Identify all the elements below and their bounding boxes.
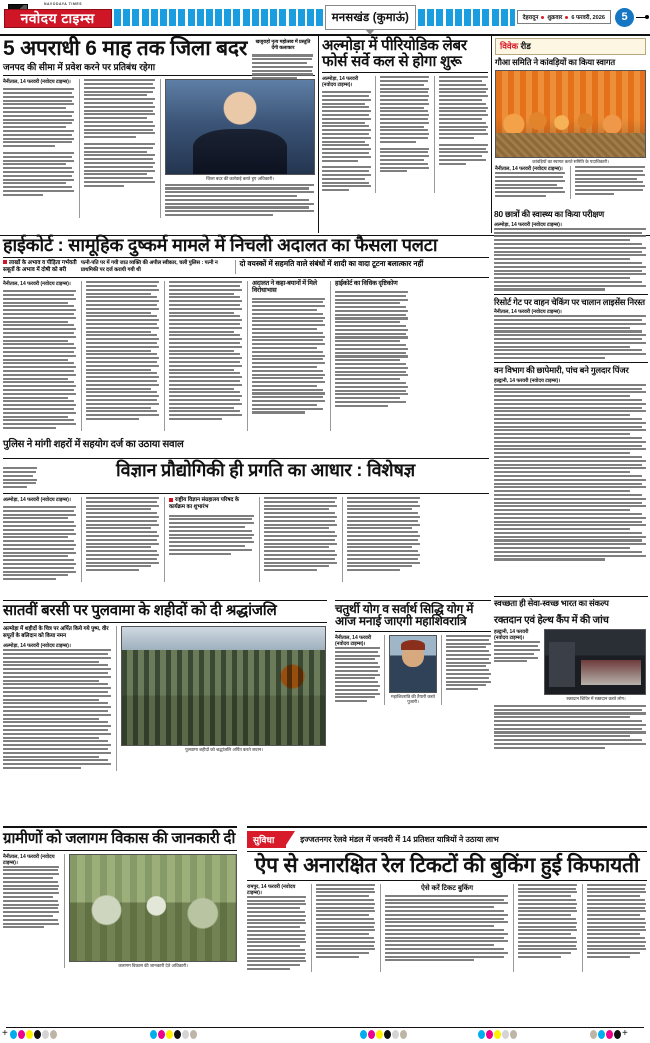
highcourt-deck-right — [240, 260, 489, 269]
vivek-body-col-1 — [495, 166, 566, 199]
highcourt-headline-text: सामूहिक दुष्कर्म मामले में निचली अदालत का फैसला पलटा — [68, 235, 438, 255]
highcourt-bullet-text: लाखों के अभाव व पीड़िता गर्भवती सबूतों के अभाव में दोषी को बरी — [3, 259, 77, 273]
highcourt-label: हाईकोर्ट : — [3, 235, 64, 255]
suvidha-tag: सुविधा — [247, 831, 286, 848]
logo-plate — [4, 9, 112, 28]
separator-dot-icon — [565, 16, 568, 19]
vivek-title-red: विवेक — [500, 41, 519, 51]
page-number-badge: 5 — [615, 8, 634, 27]
pulwama-photo-block — [121, 626, 327, 771]
blood-col-1 — [494, 629, 540, 702]
cleanliness-headline: स्वच्छता ही सेवा-स्वच्छ भारत का संकल्प — [494, 598, 609, 608]
highcourt-deck-left-text: पत्नी-पति पर में गयी जाउ व्यक्ति की अपील स्वीकार, चली पुलिस : पत्नी न प्राथमिकी पर दर्ज करायी गयी थी — [80, 259, 218, 273]
stripe-bar-left — [114, 9, 323, 26]
blood-photo-caption: रक्तदान शिविर में रक्तदान करते लोग। — [566, 696, 626, 702]
science-headline: विज्ञान प्रौद्योगिकी ही प्रगति का आधार : विशेषज्ञ — [116, 460, 415, 480]
lead-side-kicker: खजुराहो नृत्य महोत्सव में प्रस्तुति देंगी कलाकार — [255, 40, 311, 52]
bullet-icon — [169, 498, 173, 502]
vivek-dateline: नैनीताल, 14 फरवरी (नवोदय टाइम्स)। — [495, 166, 563, 173]
lead-side-brief — [252, 40, 314, 81]
science-bullet-0: राष्ट्रीय विज्ञान संग्रहालय परिषद के कार्यक्रम का शुभारंभ — [169, 497, 240, 511]
watershed-story — [0, 826, 240, 968]
railway-box-title: ऐसे करें टिकट बुकिंग — [420, 884, 474, 892]
vivek-read-box — [495, 38, 646, 55]
cleanliness-story — [494, 596, 648, 608]
lead-photo-block — [165, 79, 315, 218]
bullet-icon — [3, 260, 7, 264]
shivratri-col-3 — [446, 635, 491, 705]
lead-body-col-2 — [84, 79, 156, 218]
shivratri-story — [332, 600, 494, 705]
print-registration-bar — [0, 1021, 650, 1043]
watershed-dateline: नैनीताल, 14 फरवरी (नवोदय टाइम्स)। — [3, 853, 55, 866]
vivek-title-black: रीड — [520, 41, 531, 51]
blood-dateline: हल्द्वानी, 14 फरवरी (नवोदय टाइम्स)। — [494, 629, 529, 642]
right-briefs-column — [494, 210, 648, 562]
highcourt-footnote-headline: पुलिस ने मांगी शहरों में सहयोग दर्ज का उठाया सवाल — [3, 439, 184, 450]
almora-body-col-2 — [380, 76, 429, 193]
blood-headline: रक्तदान एवं हेल्थ कैंप में की जांच — [494, 615, 609, 626]
lead-body-col-1 — [3, 79, 75, 218]
science-dateline: अल्मोड़ा, 14 फरवरी (नवोदय टाइम्स)। — [3, 497, 71, 504]
brief-item — [494, 210, 648, 291]
dateline-place: देहरादून — [522, 15, 539, 21]
highcourt-bullet-note — [3, 260, 77, 275]
railway-dateline: रामपुर, 14 फरवरी (नवोदय टाइम्स)। — [247, 883, 296, 896]
shivratri-dateline: नैनीताल, 14 फरवरी (नवोदय टाइम्स)। — [335, 634, 372, 647]
railway-col-5 — [587, 884, 647, 972]
science-col-5 — [347, 497, 421, 582]
registration-mark-icon — [636, 17, 646, 18]
railway-col-1 — [247, 884, 307, 972]
vivek-body-col-2 — [575, 166, 646, 199]
highcourt-subhead-right: अदालत ने कहा-बयानों में मिले विरोधाभास — [252, 280, 317, 294]
vivek-photo — [495, 70, 646, 158]
registration-cross-icon: + — [622, 1028, 628, 1039]
shivratri-photo-caption: महाशिवरात्रि की तैयारी करते पुजारी। — [390, 693, 436, 705]
brief-headline-2: वन विभाग की छापेमारी, पांच बने गुलदार पिंजर — [494, 365, 629, 376]
watershed-headline: ग्रामीणों को जलागम विकास की जानकारी दी — [3, 830, 236, 847]
watershed-col-1 — [3, 854, 60, 969]
highcourt-col-3 — [169, 281, 243, 430]
highcourt-col-5 — [335, 281, 409, 430]
registration-cross-icon: + — [2, 1028, 8, 1039]
brief-item — [494, 366, 648, 560]
brief-dateline-2: हल्द्वानी, 14 फरवरी (नवोदय टाइम्स)। — [494, 377, 561, 384]
lead-headline: 5 अपराधी 6 माह तक जिला बदर — [3, 37, 248, 60]
science-col-2 — [86, 497, 160, 582]
edition-label: मनसखंड (कुमाऊं) — [331, 11, 410, 24]
edition-tab[interactable] — [325, 5, 416, 30]
blood-photo — [544, 629, 646, 695]
shivratri-photo-block — [389, 635, 437, 705]
highcourt-subhead-left: हाईकोर्ट का विधिक दृष्टिकोण — [335, 280, 398, 288]
brief-dateline-1: नैनीताल, 14 फरवरी (नवोदय टाइम्स)। — [494, 309, 562, 316]
science-col-1 — [3, 497, 77, 582]
railway-story — [244, 826, 650, 972]
pulwama-kicker: अल्मोड़ा में शहीदों के चित्र पर अर्पित किये गये पुष्प, वीर सपूतों के बलिदान को किया नमन — [3, 625, 109, 639]
pulwama-photo — [121, 626, 326, 746]
pulwama-headline: सातवीं बरसी पर पुलवामा के शहीदों को दी श्रद्धांजलि — [3, 602, 277, 619]
almora-story — [319, 36, 491, 233]
highcourt-col-2 — [86, 281, 160, 430]
lead-subhead: जनपद की सीमा में प्रवेश करने पर प्रतिबंध रहेगा — [3, 61, 156, 72]
science-story — [0, 458, 492, 582]
railway-strap: इज्जतनगर रेलवे मंडल में जनवरी में 14 प्रतिशत यात्रियों ने उठाया लाभ — [300, 835, 499, 844]
railway-col-4 — [518, 884, 578, 972]
almora-body-col-3 — [439, 76, 488, 193]
lead-dateline: नैनीताल, 14 फरवरी (नवोदय टाइम्स)। — [3, 79, 71, 86]
pulwama-story — [0, 600, 330, 771]
vivek-read-column — [492, 36, 649, 233]
dateline-day: शुक्रवार — [547, 15, 563, 21]
watershed-photo-caption: जलागम विकास की जानकारी देते अधिकारी। — [118, 962, 188, 968]
highcourt-footnote — [3, 440, 303, 450]
pulwama-text — [3, 626, 112, 771]
lead-photo — [165, 79, 315, 175]
railway-col-2 — [316, 884, 376, 972]
divider — [322, 72, 488, 73]
shivratri-col-1 — [335, 635, 380, 705]
vivek-photo-caption: कांवड़ियों का स्वागत करते समिति के पदाधिकारी। — [532, 158, 609, 164]
dateline-box — [517, 10, 611, 24]
brief-item — [494, 298, 648, 360]
blood-camp-story — [494, 616, 648, 750]
brief-dateline-0: अल्मोड़ा, 14 फरवरी (नवोदय टाइम्स)। — [494, 221, 562, 228]
logo-latin-text: NAVODAYA TIMES — [44, 2, 83, 6]
highcourt-dateline: नैनीताल, 14 फरवरी (नवोदय टाइम्स)। — [3, 281, 71, 288]
almora-headline: अल्मोड़ा में पीरियोडिक लेबर फोर्स सर्वे कल से होगा शुरू — [322, 37, 467, 70]
dateline-date: 6 फरवरी, 2026 — [571, 15, 605, 21]
vivek-headline: गौआ समिति ने कांवड़ियों का किया स्वागत — [495, 57, 615, 67]
watershed-photo — [69, 854, 237, 962]
pulwama-dateline: अल्मोड़ा, 14 फरवरी (नवोदय टाइम्स)। — [3, 643, 71, 650]
almora-body-col-1 — [322, 76, 371, 193]
shivratri-headline: चतुर्थी योग व सर्वार्थ सिद्धि योग में आज मनाई जाएगी महाशिवरात्रि — [335, 602, 474, 629]
shivratri-photo — [389, 635, 437, 693]
highcourt-deck-right-text: दो वयस्कों में सहमति वाले संबंधों में शादी का वादा टूटना बलात्कार नहीं — [239, 258, 424, 268]
masthead — [0, 0, 650, 34]
almora-dateline: अल्मोड़ा, 14 फरवरी (नवोदय टाइम्स)। — [322, 76, 359, 89]
pulwama-photo-caption: पुलवामा शहीदों को श्रद्धांजलि अर्पित करते जवान। — [185, 746, 263, 752]
highcourt-col-1 — [3, 281, 77, 430]
brief-headline-0: 80 छात्रों की स्वास्थ्य का किया परीक्षण — [494, 209, 605, 219]
logo-hindi-text: नवोदय टाइम्स — [20, 10, 96, 26]
lead-photo-caption: जिला बदर की कार्रवाई करते हुए अधिकारी। — [206, 176, 274, 182]
highcourt-deck-left — [81, 260, 231, 274]
highcourt-headline — [3, 236, 489, 255]
newspaper-logo[interactable] — [4, 4, 112, 30]
separator-dot-icon — [541, 16, 544, 19]
highcourt-story — [0, 236, 492, 431]
stripe-bar-right — [418, 9, 515, 26]
railway-headline: ऐप से अनारक्षित रेल टिकटों की बुकिंग हुई किफायती — [254, 854, 640, 877]
science-side-strip — [3, 461, 37, 490]
science-bullets — [169, 497, 255, 582]
railway-howto-box — [385, 884, 509, 972]
brief-headline-1: रिसोर्ट गेट पर वाहन चेकिंग पर चालान लाइसेंस निरस्त — [494, 296, 645, 307]
highcourt-col-4 — [252, 281, 326, 430]
science-col-4 — [264, 497, 338, 582]
